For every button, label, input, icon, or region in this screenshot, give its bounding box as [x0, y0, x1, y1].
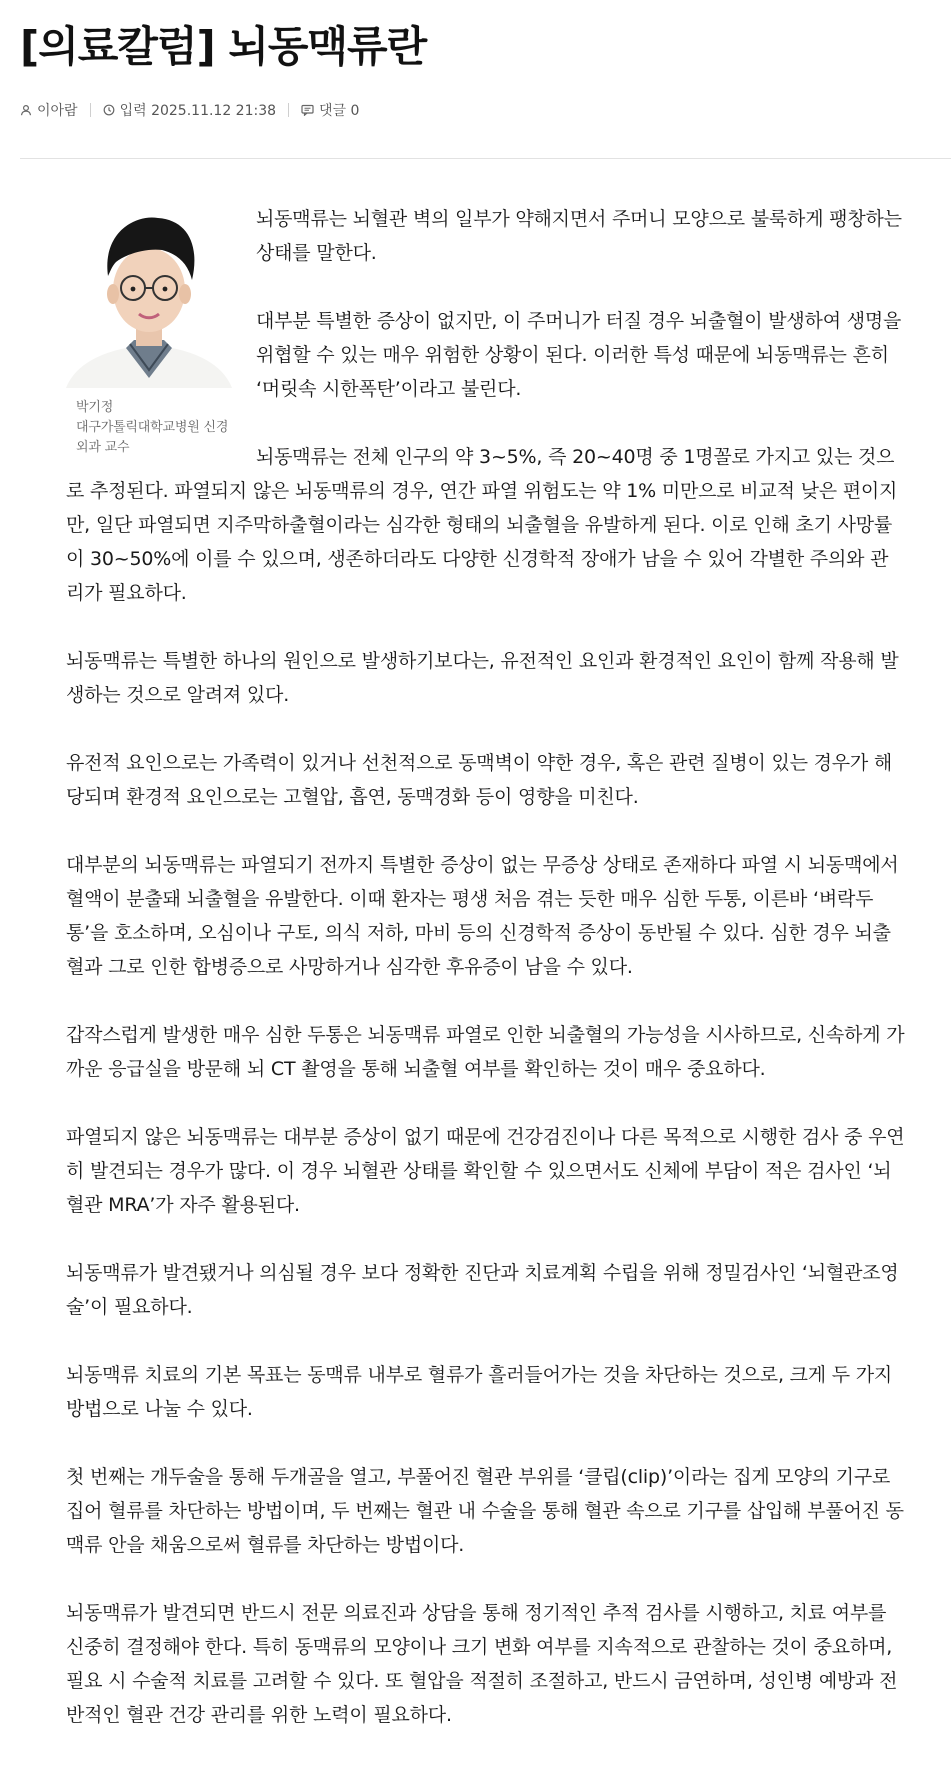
meta-divider — [288, 103, 289, 117]
article-paragraph: 유전적 요인으로는 가족력이 있거나 선천적으로 동맥벽이 약한 경우, 혹은 관련 질병이 있는 경우가 해당되며 환경적 요인으로는 고혈압, 흡연, 동맥경화 등이 영향을 미친다. — [66, 752, 893, 808]
article-body — [66, 202, 906, 1766]
article-paragraph: 갑작스럽게 발생한 매우 심한 두통은 뇌동맥류 파열로 인한 뇌출혈의 가능성을 시사하므로, 신속하게 가까운 응급실을 방문해 뇌 CT 촬영을 통해 뇌출혈 여부를 확인하는 것이 매우 중요하다. — [66, 1024, 905, 1080]
meta-divider — [90, 103, 91, 117]
comments-count: 댓글 0 — [319, 103, 360, 119]
author-photo — [66, 202, 232, 388]
article-paragraph: 뇌동맥류 치료의 기본 목표는 동맥류 내부로 혈류가 흘러들어가는 것을 차단하는 것으로, 크게 두 가지 방법으로 나눌 수 있다. — [66, 1364, 893, 1420]
article-paragraph: 대부분 특별한 증상이 없지만, 이 주머니가 터질 경우 뇌출혈이 발생하여 생명을 위협할 수 있는 매우 위험한 상황이 된다. 이러한 특성 때문에 뇌동맥류는 흔히 ‘머릿속 시한폭탄’이라고 불린다. — [256, 310, 902, 400]
publish-date — [103, 100, 276, 120]
article-paragraph: 파열되지 않은 뇌동맥류는 대부분 증상이 없기 때문에 건강검진이나 다른 목적으로 시행한 검사 중 우연히 발견되는 경우가 많다. 이 경우 뇌혈관 상태를 확인할 수 있으면서도 신체에 부담이 적은 검사인 ‘뇌혈관 MRA’가 자주 활용된다. — [66, 1126, 905, 1216]
article-paragraph: 첫 번째는 개두술을 통해 두개골을 열고, 부풀어진 혈관 부위를 ‘클립(clip)’이라는 집게 모양의 기구로 집어 혈류를 차단하는 방법이며, 두 번째는 혈관 내 수술을 통해 혈관 속으로 기구를 삽입해 부풀어진 동맥류 안을 채움으로써 혈류를 차단하는 방법이다. — [66, 1466, 904, 1556]
publish-date-label: 입력 2025.11.12 21:38 — [119, 103, 277, 119]
comment-icon — [301, 104, 314, 116]
author-photo-figure — [66, 202, 236, 458]
article-paragraph: 대부분의 뇌동맥류는 파열되기 전까지 특별한 증상이 없는 무증상 상태로 존재하다 파열 시 뇌동맥에서 혈액이 분출돼 뇌출혈을 유발한다. 이때 환자는 평생 처음 겪는 듯한 매우 심한 두통, 이른바 ‘벼락두통’을 호소하며, 오심이나 구토, 의식 저하, 마비 등의 신경학적 증상이 동반될 수 있다. 심한 경우 뇌출혈과 그로 인한 합병증으로 사망하거나 심각한 후유증이 남을 수 있다. — [66, 854, 899, 978]
article-paragraph: 뇌동맥류가 발견되면 반드시 전문 의료진과 상담을 통해 정기적인 추적 검사를 시행하고, 치료 여부를 신중히 결정해야 한다. 특히 동맥류의 모양이나 크기 변화 여부를 지속적으로 관찰하는 것이 중요하며, 필요 시 수술적 치료를 고려할 수 있다. 또 혈압을 적절히 조절하고, 반드시 금연하며, 성인병 예방과 전반적인 혈관 건강 관리를 위한 노력이 필요하다. — [66, 1602, 898, 1726]
article-paragraph: 뇌동맥류는 특별한 하나의 원인으로 발생하기보다는, 유전적인 요인과 환경적인 요인이 함께 작용해 발생하는 것으로 알려져 있다. — [66, 650, 899, 706]
caption-name: 박기정 — [76, 400, 114, 415]
caption-affiliation: 대구가톨릭대학교병원 신경외과 교수 — [76, 420, 229, 455]
article-paragraph: 뇌동맥류가 발견됐거나 의심될 경우 보다 정확한 진단과 치료계획 수립을 위해 정밀검사인 ‘뇌혈관조영술’이 필요하다. — [66, 1262, 899, 1318]
comments-link[interactable] — [301, 100, 359, 120]
clock-icon — [103, 104, 115, 116]
author-name: 이아람 — [37, 103, 78, 119]
photo-caption — [66, 388, 236, 458]
article-meta — [20, 100, 359, 120]
article-paragraph: 뇌동맥류는 뇌혈관 벽의 일부가 약해지면서 주머니 모양으로 불룩하게 팽창하는 상태를 말한다. — [256, 208, 902, 264]
article-title: [의료칼럼] 뇌동맥류란 — [20, 22, 427, 71]
person-icon — [20, 104, 32, 116]
author-info[interactable] — [20, 100, 78, 120]
article-paragraph: 뇌동맥류는 전체 인구의 약 3~5%, 즉 20~40명 중 1명꼴로 가지고 있는 것으로 추정된다. 파열되지 않은 뇌동맥류의 경우, 연간 파열 위험도는 약 1% 미만으로 비교적 낮은 편이지만, 일단 파열되면 지주막하출혈이라는 심각한 형태의 뇌출혈을 유발하게 된다. 이로 인해 초기 사망률이 30~50%에 이를 수 있으며, 생존하더라도 다양한 신경학적 장애가 남을 수 있어 각별한 주의와 관리가 필요하다. — [66, 446, 898, 604]
header-divider — [20, 158, 951, 159]
